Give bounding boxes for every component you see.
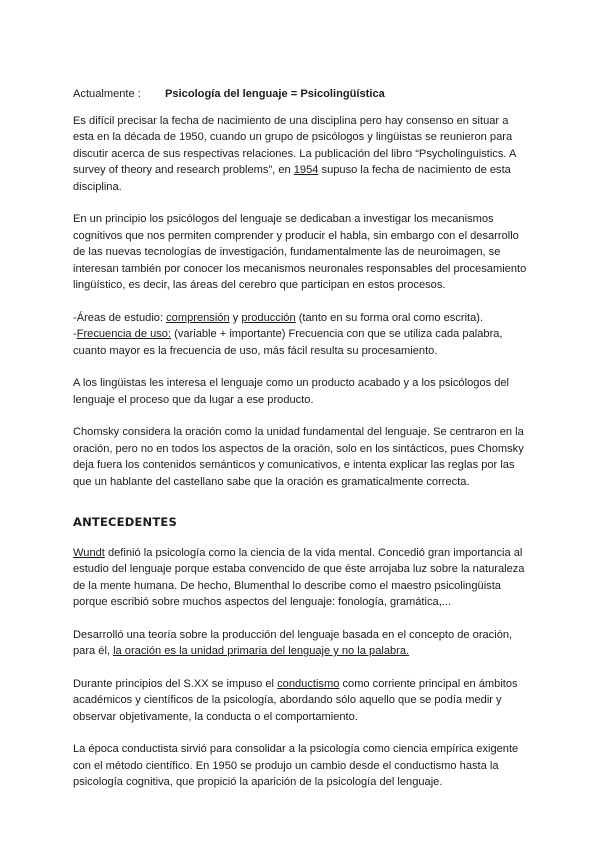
- freq-text: (variable + importante) Frecuencia con que se utiliza cada palabra, cuanto mayor es la frecuencia de uso, más fácil resulta su procesamiento.: [73, 328, 503, 357]
- intro-paragraph-4: A los lingüistas les interesa el lenguaje como un producto acabado y a los psicólogos del lenguaje el proceso que da lugar a ese producto.: [73, 377, 510, 406]
- areas-produccion: producción: [241, 311, 296, 324]
- antecedentes-paragraph-2: [73, 627, 531, 660]
- section-heading-antecedentes: ANTECEDENTES: [73, 515, 177, 529]
- antecedentes-p1-text: definió la psicología como la ciencia de la vida mental. Concedió gran importancia al estudio del lenguaje porque estaba convencido de que éste arrojaba luz sobre la naturaleza de la mente humana. De hecho, Blumenthal lo describe como el maestro psicolingüista porque escribió sobre muchos aspectos del lenguaje: fonología, gramática,...: [73, 546, 525, 608]
- header-label: Actualmente :: [73, 88, 141, 100]
- freq-label: Frecuencia de uso:: [76, 328, 172, 340]
- freq-dash: -: [73, 328, 77, 340]
- areas-prefix: -Áreas de estudio:: [73, 311, 167, 324]
- intro-paragraph-2: En un principio los psicólogos del lenguaje se dedicaban a investigar los mecanismos cognitivos que nos permiten comprender y producir el habla, sin embargo con el desarrollo de las nuevas tecnologías de investigación, fundamentalmente las de neuroimagen, se interesan también por conocer los mecanismos neuronales responsables del procesamiento lingüístico, es decir, las áreas del cerebro que participan en estos procesos.: [73, 213, 527, 291]
- antecedentes-paragraph-4: La época conductista sirvió para consolidar a la psicología como ciencia empírica exigente con el método científico. En 1950 se produjo un cambio desde el conductismo hasta la psicología cognitiva, que propició la aparición de la psicología del lenguaje.: [73, 743, 519, 788]
- antecedentes-paragraph-1: [73, 545, 531, 611]
- header-line: [73, 86, 531, 103]
- study-areas-block: [73, 310, 531, 360]
- antecedentes-paragraph-3: [73, 676, 531, 726]
- antecedentes-p2-text: Desarrolló una teoría sobre la producción del lenguaje basada en el concepto de oración, para él,: [73, 628, 513, 657]
- areas-y: y: [229, 311, 242, 324]
- intro-p1-text-a: Es difícil precisar la fecha de nacimiento de una disciplina pero hay consenso en situar a esta en la década de 1950, cuando un grupo de psicólogos y lingüistas se reunieron para discutir acerca de sus respectivas relaciones. La publicación del libro “Psycholinguistics. A survey of theory and research problems”, en: [73, 114, 516, 176]
- antecedentes-p2-underlined: la oración es la unidad primaria del lenguaje y no la palabra.: [113, 645, 410, 657]
- areas-comprension: comprensión: [166, 311, 230, 324]
- intro-paragraph-1: [73, 113, 531, 196]
- antecedentes-p3-text-a: Durante principios del S.XX se impuso el: [73, 677, 278, 690]
- intro-paragraph-5: Chomsky considera la oración como la unidad fundamental del lenguaje. Se centraron en la oración, pero no en todos los aspectos de la oración, solo en los sintácticos, pues Chomsky deja fuera los contenidos semánticos y comunicativos, e intenta explicar las reglas por las que un hablante del castellano sabe que la oración es gramaticalmente correcta.: [73, 426, 524, 488]
- document-content: [73, 86, 531, 791]
- document-title: Psicología del lenguaje = Psicolingüística: [165, 88, 385, 100]
- publication-year: 1954: [293, 164, 319, 176]
- conductismo-term: conductismo: [277, 677, 340, 690]
- intro-p1-text-b: supuso la fecha de nacimiento de esta disciplina.: [73, 164, 511, 193]
- areas-suffix: (tanto en su forma oral como escrita).: [295, 311, 484, 324]
- wundt-name: Wundt: [73, 546, 105, 559]
- antecedentes-p3-text-b: como corriente principal en ámbitos académicos y científicos de la psicología, abordando sólo aquello que se podía medir y observar objetivamente, la conducta o el comportamiento.: [73, 677, 518, 723]
